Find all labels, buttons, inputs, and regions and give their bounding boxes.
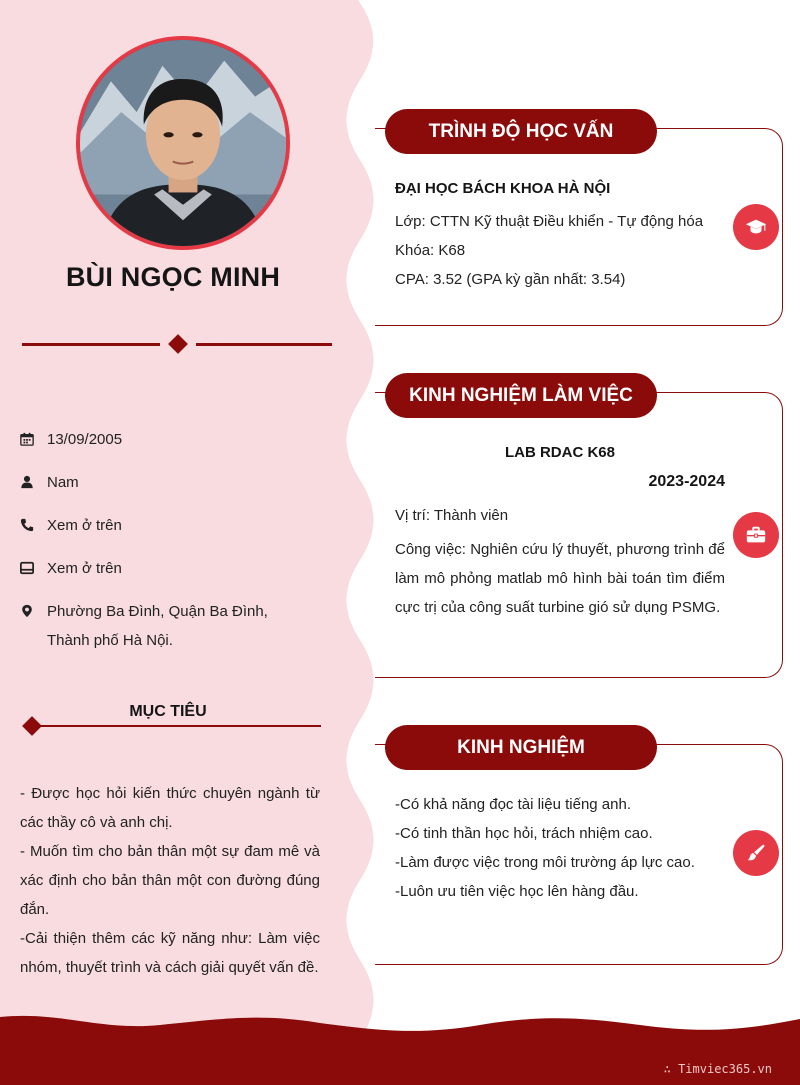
name-divider-left (22, 343, 160, 346)
objective-title: MỤC TIÊU (129, 703, 207, 720)
info-address (20, 597, 340, 655)
work-experience-section (375, 384, 783, 678)
position-info: Vị trí: Thành viên (395, 507, 509, 524)
portrait-photo (80, 40, 286, 246)
envelope-icon (20, 554, 47, 583)
education-title: TRÌNH ĐỘ HỌC VẤN (385, 109, 657, 154)
paint-brush-icon (733, 830, 779, 876)
watermark: ∴ Timviec365.vn (663, 1062, 772, 1076)
skills-title: KINH NGHIỆM (385, 725, 657, 770)
school-name: ĐẠI HỌC BÁCH KHOA HÀ NỘI (395, 180, 611, 197)
education-section (375, 120, 783, 326)
skill-item: -Có khả năng đọc tài liệu tiếng anh. (395, 796, 631, 813)
person-icon (20, 468, 47, 497)
objective-line: - Muốn tìm cho bản thân một sự đam mê và xác định cho bản thân một con đường đúng đắn. (20, 843, 320, 918)
work-period: 2023-2024 (648, 473, 725, 490)
name-divider-right (196, 343, 332, 346)
skills-section (375, 736, 783, 965)
birthday-value: 13/09/2005 (47, 431, 123, 448)
cohort-info: Khóa: K68 (395, 242, 466, 259)
objective-line: - Được học hỏi kiến thức chuyên ngành từ các thầy cô và anh chị. (20, 785, 320, 831)
education-content (395, 174, 725, 294)
job-description: Công việc: Nghiên cứu lý thuyết, phương trình để làm mô phỏng matlab mô hình bài toán tìm điểm cực trị của công suất turbine gió sử dụng PSMG. (395, 541, 725, 616)
info-gender (20, 468, 340, 497)
candidate-name: BÙI NGỌC MINH (65, 262, 281, 292)
address-line-2: Thành phố Hà Nội. (47, 632, 173, 649)
info-email (20, 554, 340, 583)
work-experience-title: KINH NGHIỆM LÀM VIỆC (385, 373, 657, 418)
organization-name: LAB RDAC K68 (504, 444, 615, 461)
map-pin-icon (20, 597, 47, 655)
gender-value: Nam (47, 474, 79, 491)
work-experience-content (395, 438, 725, 622)
cpa-info: CPA: 3.52 (GPA kỳ gần nhất: 3.54) (395, 271, 626, 288)
objective-text (20, 779, 320, 982)
address-value (47, 597, 268, 655)
info-birthday (20, 425, 340, 454)
skills-content (395, 790, 725, 906)
skill-item: -Có tinh thần học hỏi, trách nhiệm cao. (395, 825, 653, 842)
objective-divider (32, 725, 321, 727)
calendar-icon (20, 425, 47, 454)
objective-line: -Cải thiện thêm các kỹ năng như: Làm việc nhóm, thuyết trình và cách giải quyết vấn đề. (20, 930, 320, 976)
avatar (76, 36, 290, 250)
class-info: Lớp: CTTN Kỹ thuật Điều khiển - Tự động hóa (395, 213, 704, 230)
briefcase-icon (733, 512, 779, 558)
skill-item: -Luôn ưu tiên việc học lên hàng đầu. (395, 883, 639, 900)
phone-icon (20, 511, 47, 540)
address-line-1: Phường Ba Đình, Quận Ba Đình, (47, 603, 268, 620)
info-phone (20, 511, 340, 540)
phone-value: Xem ở trên (47, 517, 122, 534)
skill-item: -Làm được việc trong môi trường áp lực cao. (395, 854, 695, 871)
graduation-cap-icon (733, 204, 779, 250)
email-value: Xem ở trên (47, 560, 122, 577)
